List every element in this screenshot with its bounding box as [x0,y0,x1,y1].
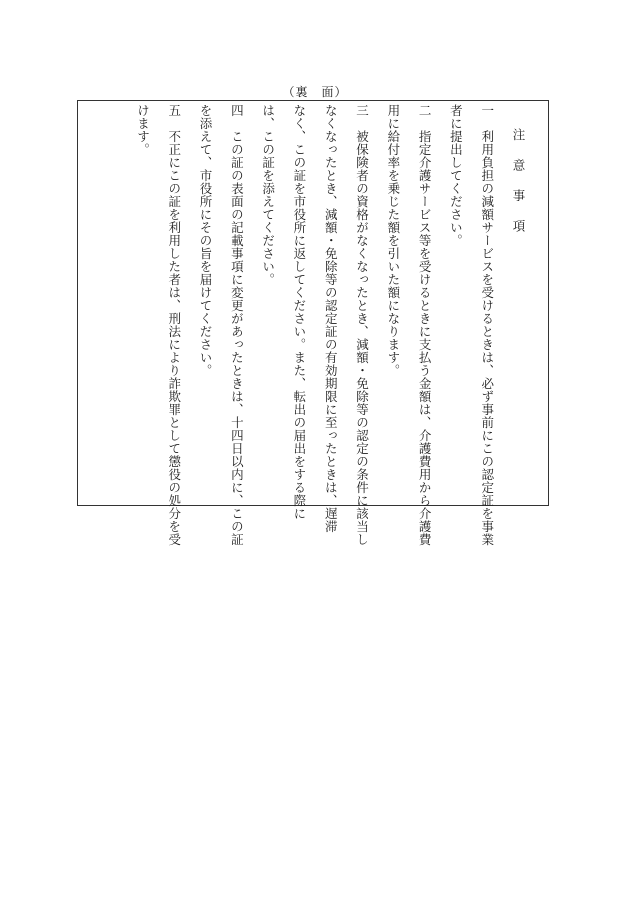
line-text: この証の表面の記載事項に変更があったときは、十四日以内に、この証 [229,117,245,546]
notice-line [284,104,315,520]
item-number: 三 [354,104,370,117]
item-number: 一 [479,104,495,117]
notice-title: 注 意 事 項 [511,128,526,239]
notice-line [127,104,158,502]
line-text: けます。 [135,104,151,156]
item-number: 四 [229,104,245,117]
line-text: なく、この証を市役所に返してください。また、転出の届出をする際に [291,104,307,520]
line-text: 不正にこの証を利用した者は、刑法により詐欺罪として懲役の処分を受 [166,117,182,546]
item-number: 五 [166,104,182,117]
item-number: 二 [417,104,433,117]
notice-line [221,104,252,546]
line-text: 指定介護サービス等を受けるときに支払う金額は、介護費用から介護費 [417,117,433,546]
notice-line [346,104,377,546]
line-text: 被保険者の資格がなくなったとき、減額・免除等の認定の条件に該当し [354,117,370,546]
notice-line [471,104,502,546]
notice-line [158,104,189,546]
notice-line [409,104,440,546]
line-text: 者に提出してください。 [448,104,464,247]
notice-line [315,104,346,533]
notice-line [378,104,409,502]
page-side-label: （裏 面） [282,85,348,99]
line-text: 利用負担の減額サービスを受けるときは、必ず事前にこの認定証を事業 [479,117,495,546]
line-text: 用に給付率を乗じた額を引いた額になります。 [385,104,401,377]
notice-box [77,100,549,546]
notice-line [190,104,221,502]
line-text: を添えて、市役所にその旨を届けてください。 [198,104,214,377]
line-text: なくなったとき、減額・免除等の認定証の有効期限に至ったときは、遅滞 [323,104,339,533]
line-text: は、この証を添えてください。 [260,104,276,286]
notice-line [252,104,283,502]
notice-body [127,104,534,546]
notice-line [440,104,471,502]
